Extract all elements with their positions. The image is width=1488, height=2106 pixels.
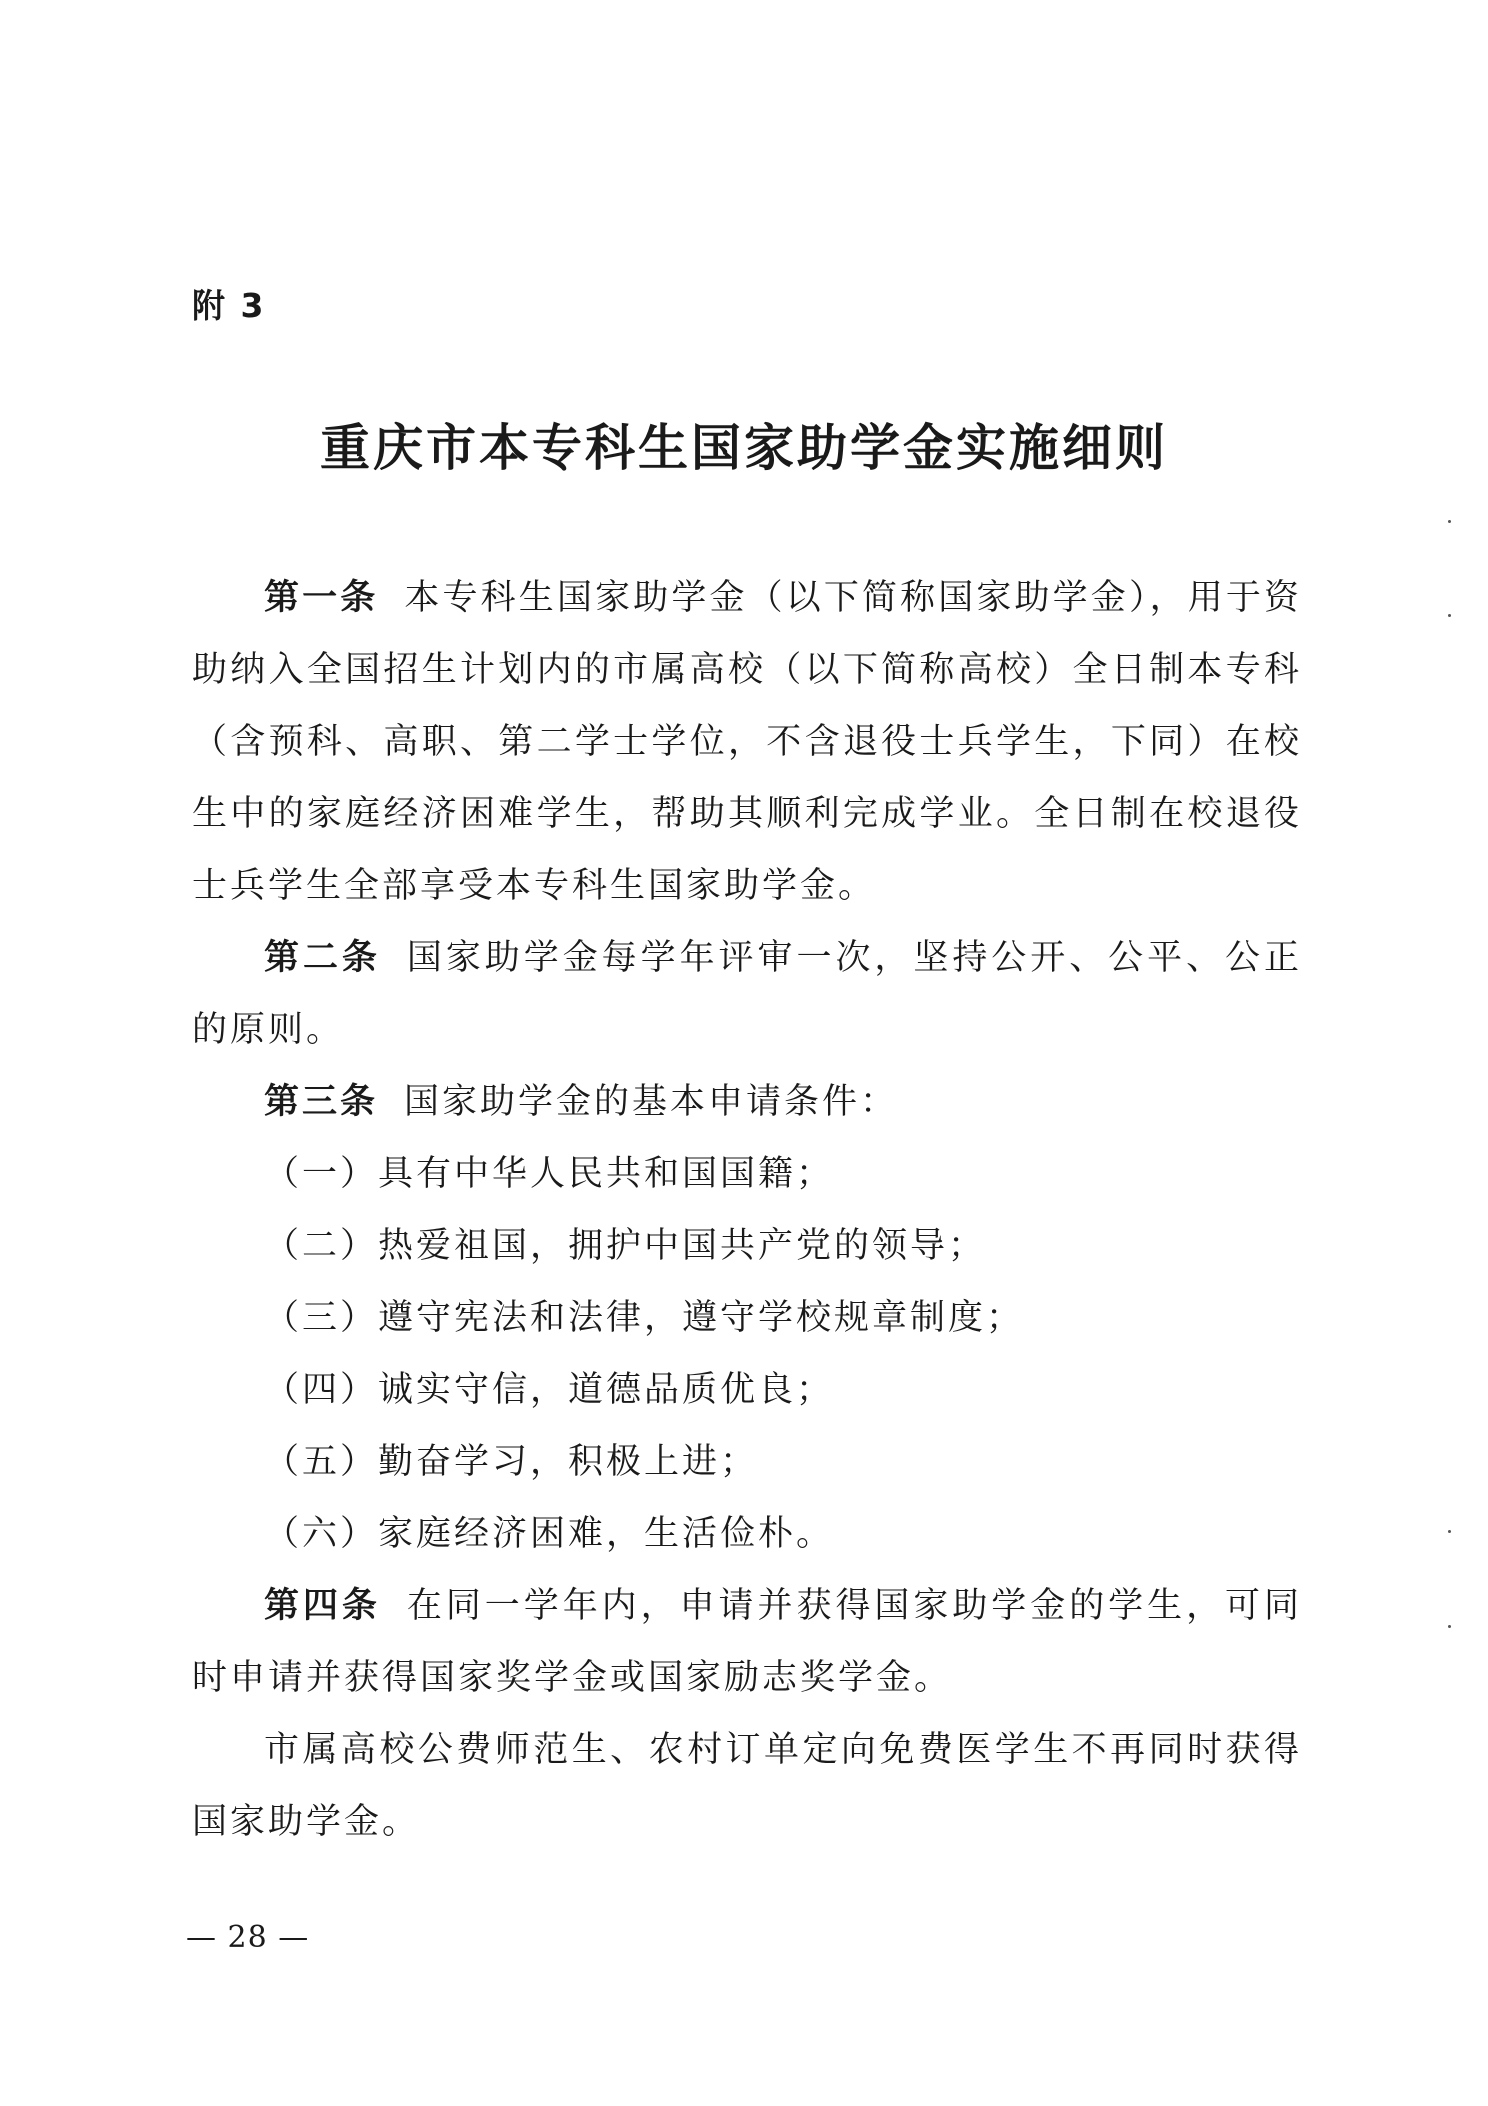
article-1-head: 第一条 (264, 578, 379, 618)
document-body (192, 562, 1302, 1858)
document-title: 重庆市本专科生国家助学金实施细则 (320, 419, 1168, 477)
condition-item-5: （五）勤奋学习，积极上进； (264, 1442, 759, 1482)
scan-speck (1448, 520, 1451, 523)
scan-speck (1448, 1625, 1451, 1628)
page-number: — 28 — (186, 1920, 310, 1955)
article-1-text: 本专科生国家助学金（以下简称国家助学金），用于资助纳入全国招生计划内的市属高校（以下简称高校）全日制本专科（含预科、高职、第二学士学位，不含退役士兵学生，下同）在校生中的家庭经济困难学生，帮助其顺利完成学业。全日制在校退役士兵学生全部享受本专科生国家助学金。 (192, 578, 1302, 906)
article-1 (192, 562, 1302, 922)
condition-item-1: （一）具有中华人民共和国国籍； (264, 1154, 835, 1194)
condition-item-3: （三）遵守宪法和法律，遵守学校规章制度； (264, 1298, 1025, 1338)
article-4 (192, 1570, 1302, 1714)
article-4-text: 在同一学年内，申请并获得国家助学金的学生，可同时申请并获得国家奖学金或国家励志奖学金。 (192, 1586, 1302, 1698)
article-3-head: 第三条 (264, 1082, 379, 1122)
condition-item-4: （四）诚实守信，道德品质优良； (264, 1370, 835, 1410)
article-3 (192, 1066, 1302, 1138)
article-2 (192, 922, 1302, 1066)
scan-speck (1448, 614, 1451, 617)
condition-item-2: （二）热爱祖国，拥护中国共产党的领导； (264, 1226, 987, 1266)
article-3-text: 国家助学金的基本申请条件： (404, 1082, 899, 1122)
article-4-head: 第四条 (264, 1586, 381, 1626)
condition-item-6: （六）家庭经济困难，生活俭朴。 (264, 1514, 835, 1554)
scan-speck (1448, 1530, 1451, 1533)
attachment-label: 附 3 (192, 286, 266, 325)
article-4-supplement: 市属高校公费师范生、农村订单定向免费医学生不再同时获得国家助学金。 (192, 1730, 1302, 1842)
article-2-head: 第二条 (264, 938, 381, 978)
article-2-text: 国家助学金每学年评审一次，坚持公开、公平、公正的原则。 (192, 938, 1302, 1050)
